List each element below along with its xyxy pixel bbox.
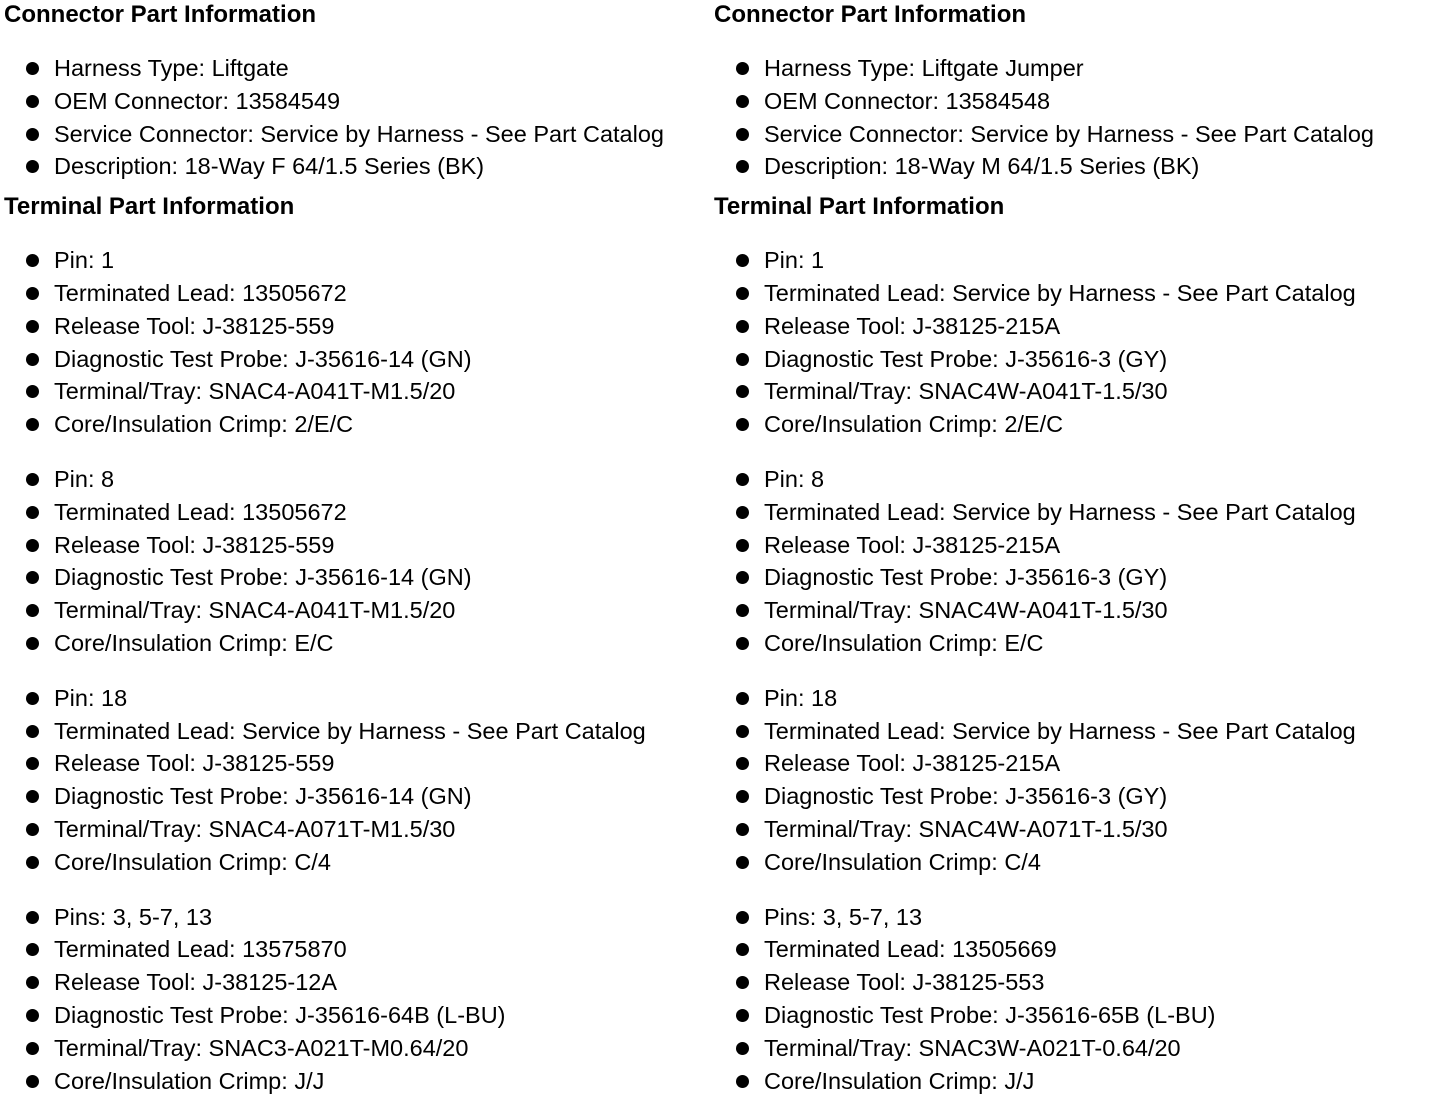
list-item: Diagnostic Test Probe: J-35616-14 (GN) <box>24 780 719 813</box>
bullet-icon <box>26 725 39 738</box>
list-item: Core/Insulation Crimp: J/J <box>734 1065 1429 1098</box>
bullet-icon <box>26 1042 39 1055</box>
list-item: Terminated Lead: 13505669 <box>734 933 1429 966</box>
list-item: Terminal/Tray: SNAC4-A041T-M1.5/20 <box>24 594 719 627</box>
bullet-icon <box>736 160 749 173</box>
list-item: Core/Insulation Crimp: J/J <box>24 1065 719 1098</box>
list-item: Harness Type: Liftgate Jumper <box>734 52 1429 85</box>
bullet-icon <box>736 254 749 267</box>
bullet-icon <box>26 539 39 552</box>
bullet-icon <box>736 128 749 141</box>
list-item: Description: 18-Way F 64/1.5 Series (BK) <box>24 150 719 183</box>
bullet-icon <box>736 385 749 398</box>
bullet-icon <box>736 353 749 366</box>
list-item: Pin: 18 <box>24 682 719 715</box>
bullet-icon <box>26 911 39 924</box>
bullet-icon <box>736 1009 749 1022</box>
bullet-icon <box>26 692 39 705</box>
list-item: Release Tool: J-38125-553 <box>734 966 1429 999</box>
list-item: Diagnostic Test Probe: J-35616-14 (GN) <box>24 343 719 376</box>
list-item: Terminal/Tray: SNAC3W-A021T-0.64/20 <box>734 1032 1429 1065</box>
bullet-icon <box>26 506 39 519</box>
bullet-icon <box>736 320 749 333</box>
list-item: Core/Insulation Crimp: E/C <box>24 627 719 660</box>
bullet-icon <box>736 790 749 803</box>
bullet-icon <box>736 418 749 431</box>
terminal-part-heading: Terminal Part Information <box>4 193 295 221</box>
list-item: Terminal/Tray: SNAC4-A071T-M1.5/30 <box>24 813 719 846</box>
bullet-icon <box>26 385 39 398</box>
bullet-icon <box>736 506 749 519</box>
list-item: Release Tool: J-38125-559 <box>24 529 719 562</box>
bullet-icon <box>736 692 749 705</box>
list-item: Release Tool: J-38125-559 <box>24 310 719 343</box>
bullet-icon <box>26 418 39 431</box>
list-item: Release Tool: J-38125-215A <box>734 529 1429 562</box>
bullet-icon <box>26 254 39 267</box>
list-item: OEM Connector: 13584549 <box>24 85 719 118</box>
bullet-icon <box>736 725 749 738</box>
list-item: Diagnostic Test Probe: J-35616-14 (GN) <box>24 561 719 594</box>
terminal-group-pins-multi <box>4 901 719 1098</box>
list-item: Diagnostic Test Probe: J-35616-64B (L-BU) <box>24 999 719 1032</box>
connector-info-list <box>714 52 1429 183</box>
connector-part-heading: Connector Part Information <box>4 1 317 28</box>
bullet-icon <box>26 1075 39 1088</box>
bullet-icon <box>736 95 749 108</box>
list-item: Terminated Lead: Service by Harness - See Part Catalog <box>734 496 1429 529</box>
list-item: Core/Insulation Crimp: 2/E/C <box>24 408 719 441</box>
bullet-icon <box>26 856 39 869</box>
connector-info-list <box>4 52 719 183</box>
terminal-part-heading: Terminal Part Information <box>714 193 1005 221</box>
list-item: Pin: 1 <box>24 244 719 277</box>
terminal-group-pin-18 <box>714 682 1429 879</box>
bullet-icon <box>26 790 39 803</box>
list-item: Core/Insulation Crimp: C/4 <box>734 846 1429 879</box>
terminal-group-pin-8 <box>4 463 719 660</box>
bullet-icon <box>736 856 749 869</box>
left-column <box>4 0 719 1097</box>
list-item: Terminated Lead: Service by Harness - See Part Catalog <box>734 277 1429 310</box>
list-item: Release Tool: J-38125-215A <box>734 310 1429 343</box>
terminal-group-pin-1 <box>714 244 1429 441</box>
list-item: Diagnostic Test Probe: J-35616-3 (GY) <box>734 561 1429 594</box>
list-item: Pin: 1 <box>734 244 1429 277</box>
terminal-group-pin-18 <box>4 682 719 879</box>
list-item: Core/Insulation Crimp: C/4 <box>24 846 719 879</box>
bullet-icon <box>26 976 39 989</box>
bullet-icon <box>26 128 39 141</box>
bullet-icon <box>736 943 749 956</box>
bullet-icon <box>736 911 749 924</box>
bullet-icon <box>736 1042 749 1055</box>
list-item: Diagnostic Test Probe: J-35616-65B (L-BU) <box>734 999 1429 1032</box>
list-item: Service Connector: Service by Harness - See Part Catalog <box>24 118 719 151</box>
list-item: Terminal/Tray: SNAC4W-A071T-1.5/30 <box>734 813 1429 846</box>
terminal-group-pin-8 <box>714 463 1429 660</box>
list-item: Pins: 3, 5-7, 13 <box>24 901 719 934</box>
list-item: Release Tool: J-38125-559 <box>24 747 719 780</box>
list-item: Release Tool: J-38125-215A <box>734 747 1429 780</box>
list-item: Diagnostic Test Probe: J-35616-3 (GY) <box>734 343 1429 376</box>
list-item: Terminal/Tray: SNAC3-A021T-M0.64/20 <box>24 1032 719 1065</box>
bullet-icon <box>26 320 39 333</box>
list-item: Pin: 8 <box>24 463 719 496</box>
bullet-icon <box>736 287 749 300</box>
list-item: Harness Type: Liftgate <box>24 52 719 85</box>
bullet-icon <box>26 95 39 108</box>
bullet-icon <box>26 823 39 836</box>
terminal-group-pin-1 <box>4 244 719 441</box>
bullet-icon <box>26 604 39 617</box>
bullet-icon <box>26 943 39 956</box>
bullet-icon <box>736 62 749 75</box>
bullet-icon <box>736 1075 749 1088</box>
list-item: Terminated Lead: 13575870 <box>24 933 719 966</box>
right-column <box>714 0 1429 1097</box>
bullet-icon <box>736 539 749 552</box>
bullet-icon <box>26 473 39 486</box>
bullet-icon <box>26 1009 39 1022</box>
list-item: Terminated Lead: Service by Harness - See Part Catalog <box>734 715 1429 748</box>
bullet-icon <box>26 62 39 75</box>
bullet-icon <box>736 571 749 584</box>
list-item: Pins: 3, 5-7, 13 <box>734 901 1429 934</box>
bullet-icon <box>736 823 749 836</box>
list-item: Terminated Lead: 13505672 <box>24 496 719 529</box>
bullet-icon <box>736 976 749 989</box>
list-item: Service Connector: Service by Harness - See Part Catalog <box>734 118 1429 151</box>
list-item: Terminal/Tray: SNAC4-A041T-M1.5/20 <box>24 375 719 408</box>
bullet-icon <box>736 604 749 617</box>
list-item: Core/Insulation Crimp: E/C <box>734 627 1429 660</box>
list-item: Terminated Lead: Service by Harness - See Part Catalog <box>24 715 719 748</box>
bullet-icon <box>736 473 749 486</box>
list-item: Pin: 8 <box>734 463 1429 496</box>
list-item: OEM Connector: 13584548 <box>734 85 1429 118</box>
bullet-icon <box>26 353 39 366</box>
terminal-group-pins-multi <box>714 901 1429 1098</box>
list-item: Pin: 18 <box>734 682 1429 715</box>
connector-part-heading: Connector Part Information <box>714 1 1027 28</box>
list-item: Terminated Lead: 13505672 <box>24 277 719 310</box>
list-item: Terminal/Tray: SNAC4W-A041T-1.5/30 <box>734 594 1429 627</box>
bullet-icon <box>26 757 39 770</box>
bullet-icon <box>736 757 749 770</box>
bullet-icon <box>26 571 39 584</box>
bullet-icon <box>26 637 39 650</box>
bullet-icon <box>26 287 39 300</box>
list-item: Diagnostic Test Probe: J-35616-3 (GY) <box>734 780 1429 813</box>
list-item: Core/Insulation Crimp: 2/E/C <box>734 408 1429 441</box>
list-item: Release Tool: J-38125-12A <box>24 966 719 999</box>
list-item: Terminal/Tray: SNAC4W-A041T-1.5/30 <box>734 375 1429 408</box>
list-item: Description: 18-Way M 64/1.5 Series (BK) <box>734 150 1429 183</box>
bullet-icon <box>26 160 39 173</box>
bullet-icon <box>736 637 749 650</box>
